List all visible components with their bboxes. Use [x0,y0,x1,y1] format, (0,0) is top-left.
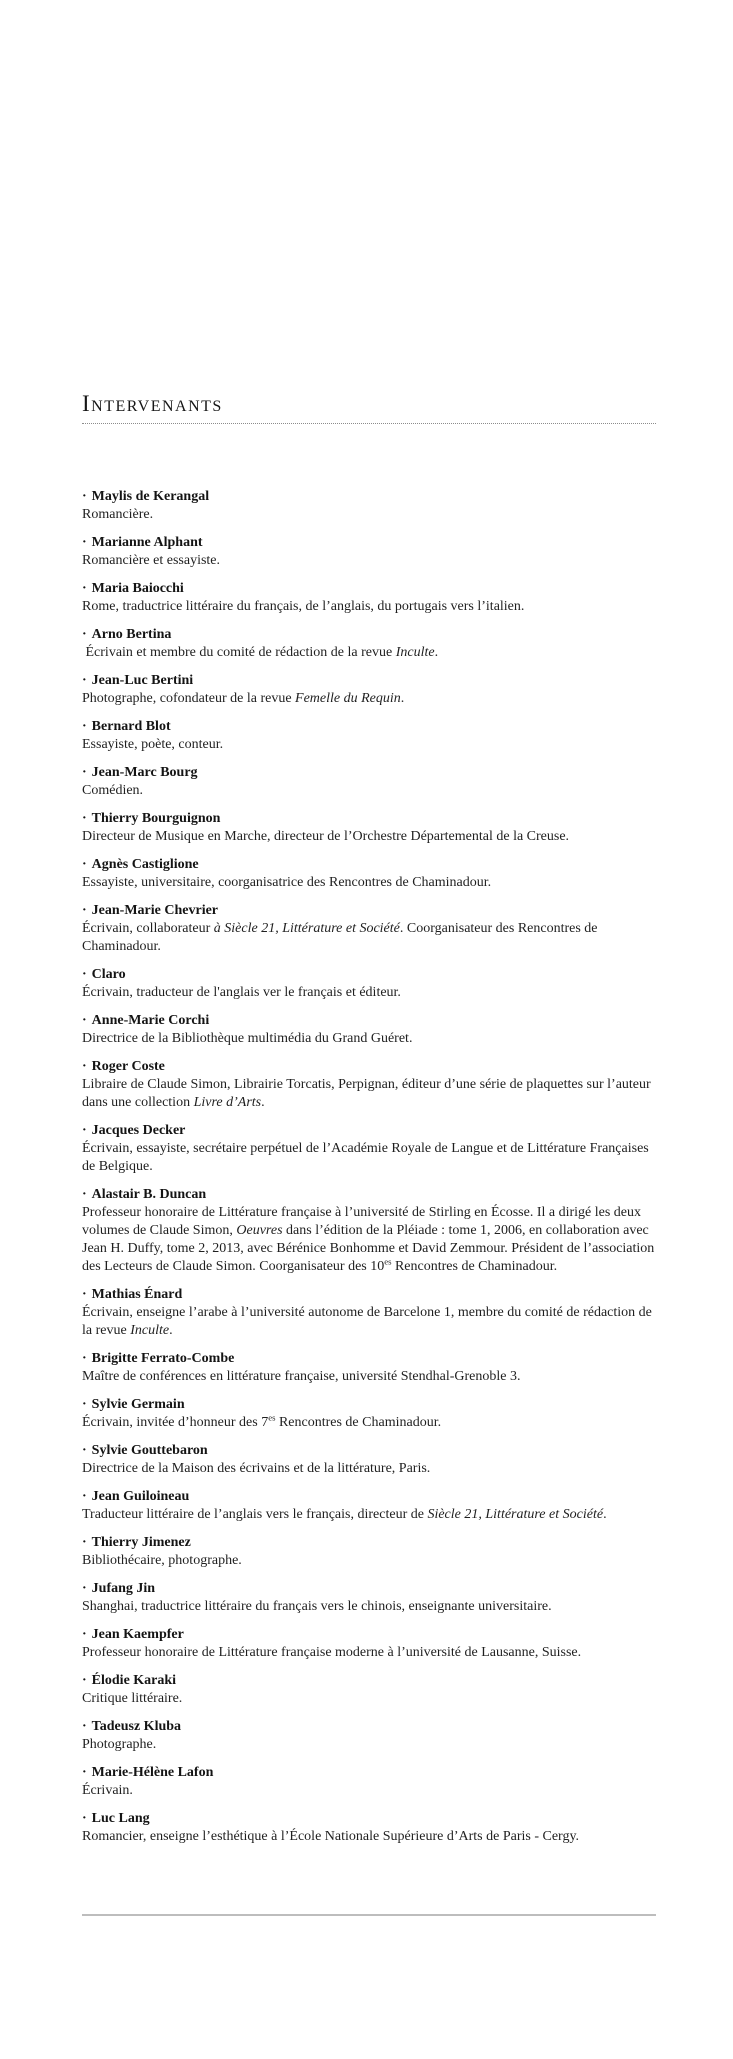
person-name: Sylvie Germain [91,1397,185,1412]
person-description: Écrivain, invitée d’honneur des $7^{es}$ Rencontres de Chaminadour. [82,1412,442,1430]
person-entry [82,1058,660,1112]
person-name: Jean Kaempfer [91,1627,184,1642]
person-name: Sylvie Gouttebaron [91,1443,208,1458]
person-entry [82,1186,660,1276]
bottom-divider [82,1914,656,1916]
person-entry [82,580,660,616]
person-description: Professeur honoraire de Littérature française moderne à l’université de Lausanne, Suisse. [82,1645,582,1660]
person-name: Agnès Castiglione [91,857,199,872]
person-description: Directeur de Musique en Marche, directeur de l’Orchestre Départemental de la Creuse. [82,829,570,844]
bullet-icon: · [82,1811,87,1826]
person-entry [82,718,660,754]
person-description: Romancière. [82,507,154,522]
person-description: Essayiste, poète, conteur. [82,737,224,752]
person-description: Écrivain, traducteur de l'anglais ver le français et éditeur. [82,985,401,1000]
person-name-line [82,902,660,920]
person-entry [82,1396,660,1432]
person-description: Essayiste, universitaire, coorganisatrice des Rencontres de Chaminadour. [82,875,492,890]
bullet-icon: · [82,1627,87,1642]
bullet-icon: · [82,765,87,780]
bullet-icon: · [82,1287,87,1302]
bullet-icon: · [82,1187,87,1202]
bullet-icon: · [82,627,87,642]
person-name-line [82,1442,660,1460]
person-name: Arno Bertina [91,627,172,642]
person-name: Marie-Hélène Lafon [91,1765,214,1780]
person-name: Alastair B. Duncan [91,1187,207,1202]
person-description: Romancier, enseigne l’esthétique à l’École Nationale Supérieure d’Arts de Paris - Cergy. [82,1829,580,1844]
person-description: Écrivain, collaborateur à Siècle 21, Littérature et Société. Coorganisateur des Rencontres de Chaminadour. [82,921,602,954]
person-description: Écrivain, enseigne l’arabe à l’université autonome de Barcelone 1, membre du comité de rédaction de la revue Inculte. [82,1305,656,1338]
person-name: Thierry Bourguignon [91,811,221,826]
person-name: Anne-Marie Corchi [91,1013,210,1028]
person-description: Rome, traductrice littéraire du français, de l’anglais, du portugais vers l’italien. [82,599,525,614]
person-entry [82,1488,660,1524]
person-name: Élodie Karaki [91,1673,177,1688]
person-entry [82,902,660,956]
person-description: Photographe, cofondateur de la revue Femelle du Requin. [82,691,405,706]
person-entry [82,1626,660,1662]
person-name: Luc Lang [91,1811,150,1826]
person-entry [82,1810,660,1846]
person-name-line [82,1396,660,1414]
person-name-line [82,718,660,736]
person-entry [82,1012,660,1048]
bullet-icon: · [82,967,87,982]
bullet-icon: · [82,535,87,550]
person-name: Brigitte Ferrato-Combe [91,1351,235,1366]
person-entry [82,1122,660,1176]
person-name-line [82,966,660,984]
bullet-icon: · [82,1013,87,1028]
bullet-icon: · [82,1351,87,1366]
person-description: Photographe. [82,1737,157,1752]
person-description: Maître de conférences en littérature française, université Stendhal-Grenoble 3. [82,1369,521,1384]
person-name-line [82,1534,660,1552]
person-name-line [82,1718,660,1736]
person-entry [82,1442,660,1478]
person-entry [82,1764,660,1800]
person-name-line [82,672,660,690]
bullet-icon: · [82,857,87,872]
person-description: Écrivain et membre du comité de rédaction de la revue Inculte. [82,645,439,660]
person-name-line [82,1488,660,1506]
bullet-icon: · [82,673,87,688]
bullet-icon: · [82,1719,87,1734]
person-name: Roger Coste [91,1059,165,1074]
person-name-line [82,1012,660,1030]
person-entry [82,1534,660,1570]
person-entry [82,534,660,570]
person-name-line [82,810,660,828]
person-name-line [82,1580,660,1598]
person-name: Tadeusz Kluba [91,1719,182,1734]
bullet-icon: · [82,581,87,596]
person-name: Maria Baiocchi [91,581,184,596]
intervenants-list [82,488,660,1856]
person-description: Libraire de Claude Simon, Librairie Torcatis, Perpignan, éditeur d’une série de plaquettes sur l’auteur dans une collection Livre d’Arts. [82,1077,655,1110]
person-entry [82,856,660,892]
person-description: Écrivain. [82,1783,133,1798]
person-description: Directrice de la Maison des écrivains et de la littérature, Paris. [82,1461,431,1476]
person-name-line [82,626,660,644]
person-name: Bernard Blot [91,719,171,734]
person-entry [82,966,660,1002]
page-title: Intervenants [82,391,223,416]
person-name: Jacques Decker [91,1123,186,1138]
person-name-line [82,1672,660,1690]
bullet-icon: · [82,903,87,918]
bullet-icon: · [82,1581,87,1596]
bullet-icon: · [82,719,87,734]
person-name-line [82,1350,660,1368]
person-name-line [82,488,660,506]
bullet-icon: · [82,1059,87,1074]
person-name-line [82,1186,660,1204]
person-name-line [82,534,660,552]
person-description: Critique littéraire. [82,1691,183,1706]
bullet-icon: · [82,1673,87,1688]
person-entry [82,626,660,662]
person-entry [82,1350,660,1386]
person-name-line [82,856,660,874]
person-description: Romancière et essayiste. [82,553,221,568]
person-name-line [82,1810,660,1828]
bullet-icon: · [82,489,87,504]
person-entry [82,764,660,800]
person-description: Comédien. [82,783,144,798]
person-entry [82,488,660,524]
person-name-line [82,1626,660,1644]
person-description: Directrice de la Bibliothèque multimédia du Grand Guéret. [82,1031,413,1046]
person-name: Marianne Alphant [91,535,203,550]
person-name-line [82,580,660,598]
section-header [82,392,656,424]
person-name-line [82,1286,660,1304]
person-entry [82,1672,660,1708]
person-description: Professeur honoraire de Littérature française à l’université de Stirling en Écosse. Il a dirigé les deux volumes de Claude Simon, Oeuvres dans l’édition de la Pléiade : tome 1, 2006, en collaboration avec Jean H. Duffy, tome 2, 2013, avec Bérénice Bonhomme et David Zemmour. Président de l’association des Lecteurs de Claude Simon. Coorganisateur des $10^{es}$ Rencontres de Chaminadour. [82,1205,658,1274]
person-name: Jean Guiloineau [91,1489,190,1504]
person-name: Claro [91,967,126,982]
person-name: Thierry Jimenez [91,1535,191,1550]
person-name: Jean-Luc Bertini [91,673,194,688]
person-entry [82,1286,660,1340]
bullet-icon: · [82,1123,87,1138]
bullet-icon: · [82,1489,87,1504]
person-description: Shanghai, traductrice littéraire du français vers le chinois, enseignante universitaire. [82,1599,552,1614]
person-name-line [82,1122,660,1140]
person-entry [82,810,660,846]
person-description: Écrivain, essayiste, secrétaire perpétuel de l’Académie Royale de Langue et de Littérature Françaises de Belgique. [82,1141,653,1174]
person-entry [82,1718,660,1754]
person-entry [82,1580,660,1616]
person-name-line [82,764,660,782]
person-description: Bibliothécaire, photographe. [82,1553,242,1568]
bullet-icon: · [82,1397,87,1412]
person-description: Traducteur littéraire de l’anglais vers le français, directeur de Siècle 21, Littérature et Société. [82,1507,607,1522]
person-name: Jufang Jin [91,1581,156,1596]
person-name: Jean-Marie Chevrier [91,903,219,918]
person-name: Jean-Marc Bourg [91,765,198,780]
bullet-icon: · [82,811,87,826]
person-name: Maylis de Kerangal [91,489,210,504]
person-name: Mathias Énard [91,1287,183,1302]
bullet-icon: · [82,1443,87,1458]
person-entry [82,672,660,708]
person-name-line [82,1764,660,1782]
person-name-line [82,1058,660,1076]
bullet-icon: · [82,1535,87,1550]
bullet-icon: · [82,1765,87,1780]
